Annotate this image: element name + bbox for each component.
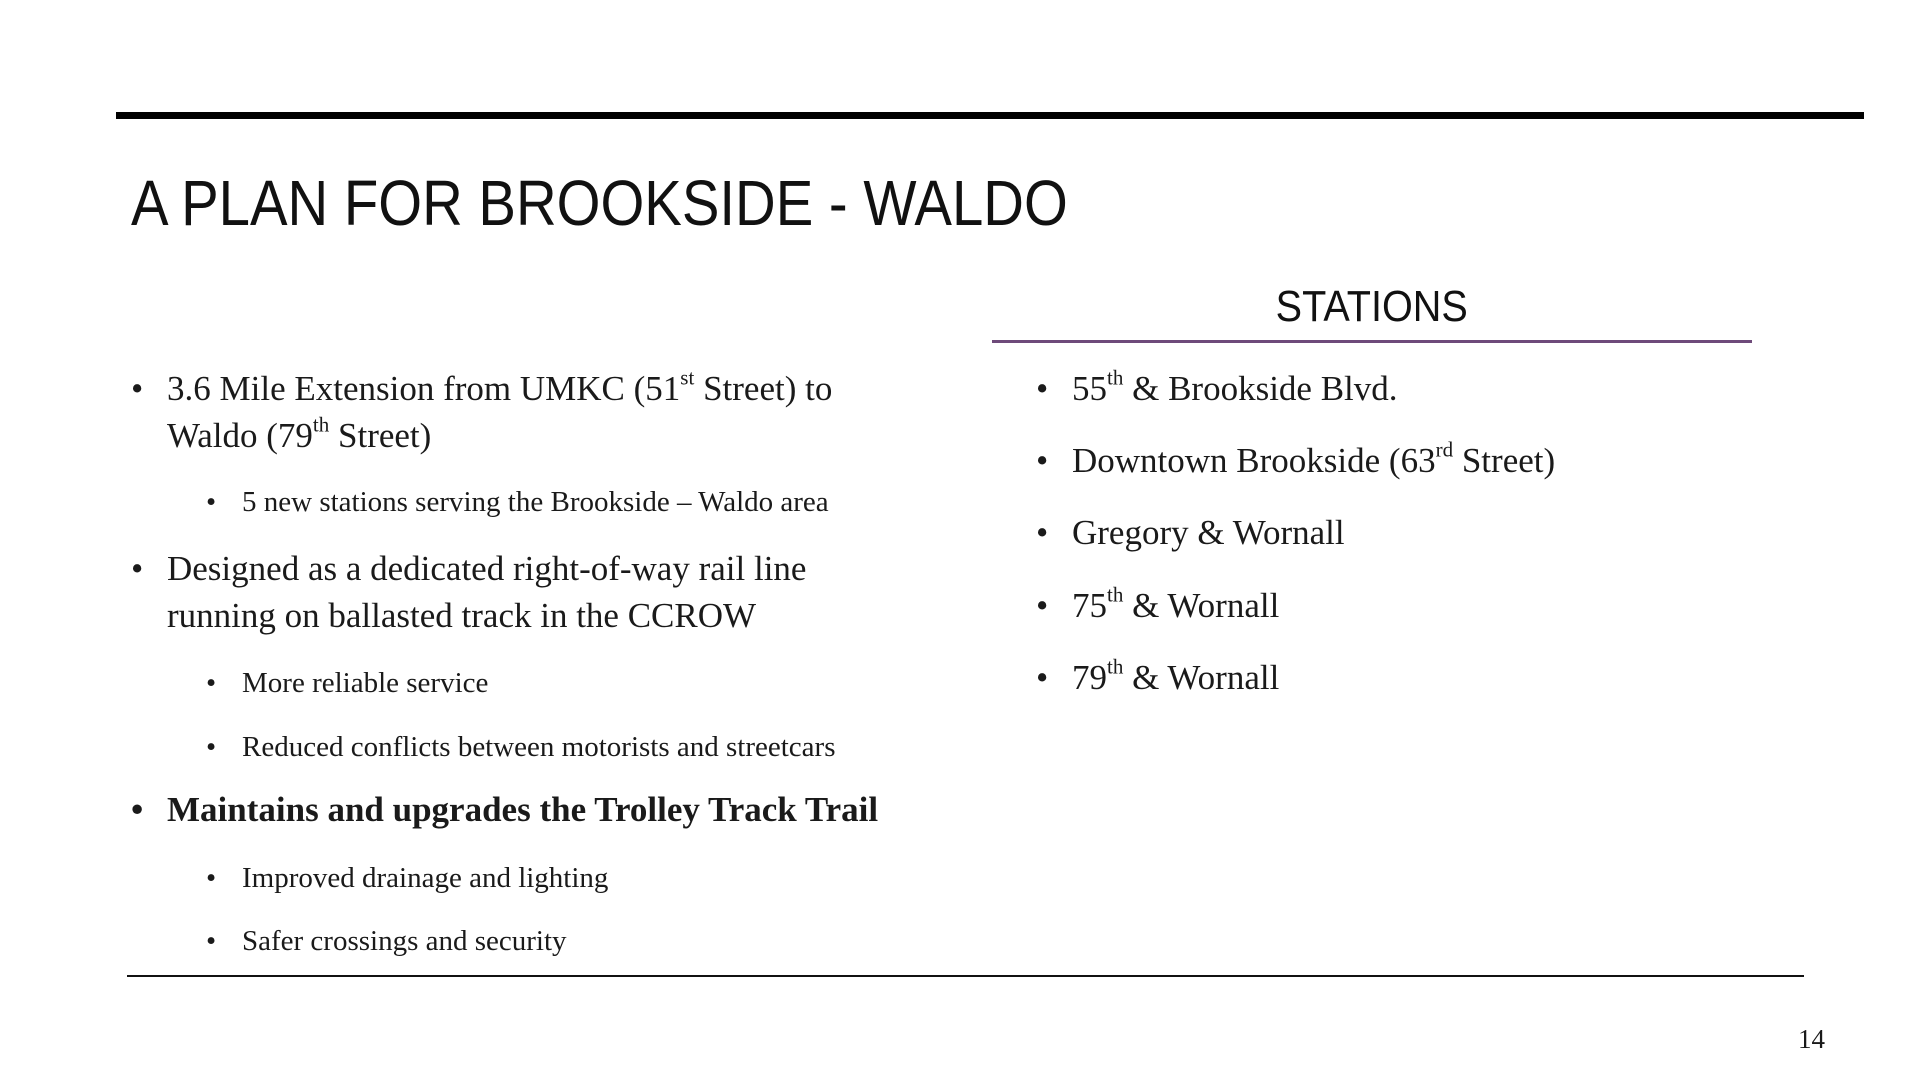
- list-item-text: Safer crossings and security: [242, 925, 567, 957]
- bullet-icon: •: [1036, 441, 1049, 480]
- list-item-text: Reduced conflicts between motorists and streetcars: [242, 731, 836, 763]
- station-name: 79th & Wornall: [1072, 654, 1280, 697]
- list-item: [206, 727, 836, 767]
- station-item: [1036, 654, 1279, 701]
- station-name: 75th & Wornall: [1072, 582, 1280, 625]
- bullet-icon: •: [131, 790, 144, 829]
- bottom-divider: [127, 975, 1804, 977]
- list-item: [131, 365, 832, 459]
- bullet-icon: •: [1036, 586, 1049, 625]
- bullet-icon: •: [206, 486, 217, 518]
- station-name: Downtown Brookside (63rd Street): [1072, 437, 1556, 480]
- list-item: [206, 663, 488, 703]
- list-item: [206, 482, 829, 522]
- station-item: [1036, 582, 1279, 629]
- list-item: [206, 921, 567, 961]
- slide-title: A PLAN FOR BROOKSIDE - WALDO: [131, 167, 1068, 239]
- stations-heading: STATIONS: [1275, 282, 1469, 331]
- bullet-icon: •: [206, 667, 217, 699]
- station-item: [1036, 365, 1398, 412]
- list-item: [206, 858, 608, 898]
- station-name: 55th & Brookside Blvd.: [1072, 365, 1398, 408]
- top-divider: [116, 112, 1864, 119]
- list-item: [131, 545, 806, 639]
- bullet-icon: •: [131, 549, 144, 588]
- list-item-text: Improved drainage and lighting: [242, 862, 609, 894]
- bullet-icon: •: [1036, 658, 1049, 697]
- station-name: Gregory & Wornall: [1072, 513, 1345, 552]
- stations-divider: [992, 340, 1752, 343]
- list-item-text: 5 new stations serving the Brookside – Waldo area: [242, 486, 829, 518]
- bullet-icon: •: [206, 862, 217, 894]
- list-item: [131, 786, 878, 833]
- list-item-text: Maintains and upgrades the Trolley Track Trail: [167, 790, 879, 829]
- page-number: 14: [1798, 1024, 1825, 1054]
- station-item: [1036, 509, 1345, 556]
- list-item-text: More reliable service: [242, 667, 489, 699]
- bullet-icon: •: [206, 731, 217, 763]
- bullet-icon: •: [1036, 369, 1049, 408]
- station-item: [1036, 437, 1555, 484]
- bullet-icon: •: [1036, 513, 1049, 552]
- bullet-icon: •: [131, 369, 144, 408]
- bullet-icon: •: [206, 925, 217, 957]
- list-item-text: 3.6 Mile Extension from UMKC (51st Street) to Waldo (79th Street): [167, 365, 833, 455]
- list-item-text: Designed as a dedicated right-of-way rail line running on ballasted track in the CCROW: [167, 549, 807, 635]
